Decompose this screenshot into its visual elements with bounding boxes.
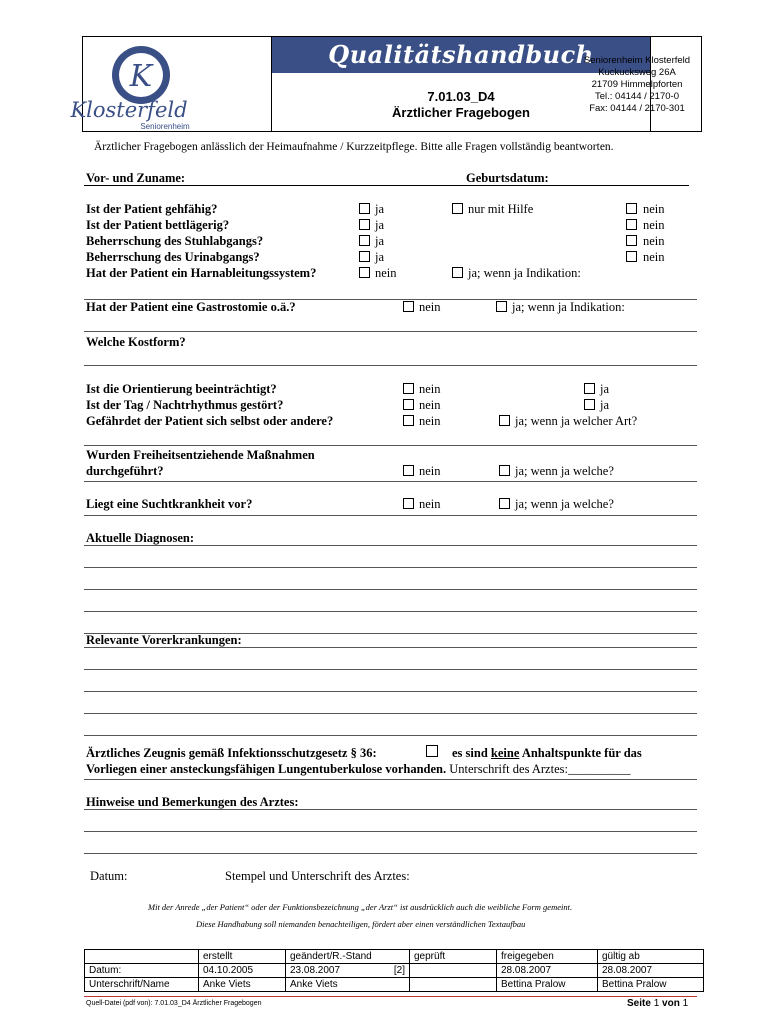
checkbox-gehfaehig-hilfe[interactable] — [452, 203, 463, 214]
checkbox-gehfaehig-ja[interactable] — [359, 203, 370, 214]
checkbox-gehfaehig-nein[interactable] — [626, 203, 637, 214]
table-cell: Datum: — [85, 964, 199, 978]
option-ja: ja — [375, 218, 385, 232]
table-cell: Bettina Pralow — [497, 978, 598, 992]
footer-rule — [84, 996, 697, 997]
write-line[interactable] — [84, 691, 697, 692]
option-nein: nein — [419, 300, 441, 314]
page-label: Seite — [627, 998, 651, 1009]
question-freiheit-1: Wurden Freiheitsentziehende Maßnahmen — [86, 448, 315, 462]
write-line[interactable] — [84, 545, 697, 546]
option-ja: ja — [375, 234, 385, 248]
question-gastrostomie: Hat der Patient eine Gastrostomie o.ä.? — [86, 300, 296, 314]
option-ja: ja — [600, 382, 610, 396]
logo — [70, 37, 271, 131]
label-vorerkrankungen: Relevante Vorerkrankungen: — [86, 633, 242, 647]
handbook-banner: Qualitätshandbuch — [272, 37, 650, 73]
divider — [84, 445, 697, 446]
checkbox-harn-ja[interactable] — [452, 267, 463, 278]
write-line[interactable] — [84, 611, 697, 612]
table-cell: geprüft — [410, 950, 497, 964]
checkbox-urin-ja[interactable] — [359, 251, 370, 262]
divider — [84, 365, 697, 366]
checkbox-zeugnis[interactable] — [426, 745, 438, 757]
option-nein: nein — [419, 398, 441, 412]
checkbox-gastro-ja[interactable] — [496, 301, 507, 312]
divider — [84, 779, 697, 780]
address-line: Tel.: 04144 / 2170-0 — [595, 91, 679, 102]
logo-name: Klosterfeld — [70, 98, 188, 122]
checkbox-orient-ja[interactable] — [584, 383, 595, 394]
table-cell: 28.08.2007 — [497, 964, 598, 978]
table-cell: Anke Viets — [286, 978, 410, 992]
label-stempel: Stempel und Unterschrift des Arztes: — [225, 869, 410, 883]
label-datum: Datum: — [90, 869, 128, 883]
document-code: 7.01.03_D4 — [427, 89, 495, 104]
option-nein: nein — [643, 218, 665, 232]
checkbox-bettlaegerig-ja[interactable] — [359, 219, 370, 230]
option-ja-welche: ja; wenn ja welche? — [515, 497, 614, 511]
option-nur-mit-hilfe: nur mit Hilfe — [468, 202, 534, 216]
checkbox-gefaehrdung-ja[interactable] — [499, 415, 510, 426]
table-cell: geändert/R.-Stand — [286, 950, 410, 964]
address-line: Seniorenheim Klosterfeld — [583, 55, 691, 66]
logo-sub: Seniorenheim — [140, 122, 190, 131]
zeugnis-line1-end — [452, 746, 642, 761]
revision-number: [2] — [393, 965, 405, 976]
table-cell — [286, 964, 410, 978]
zeugnis-line2 — [86, 762, 630, 777]
divider — [84, 481, 697, 482]
divider — [84, 515, 697, 516]
option-nein: nein — [419, 414, 441, 428]
table-cell — [410, 964, 497, 978]
checkbox-harn-nein[interactable] — [359, 267, 370, 278]
name-label — [86, 171, 185, 186]
table-cell — [85, 950, 199, 964]
option-nein: nein — [375, 266, 397, 280]
document-header — [70, 36, 702, 132]
page-number: 1 — [653, 998, 660, 1009]
table-cell: Unterschrift/Name — [85, 978, 199, 992]
checkbox-tagnacht-nein[interactable] — [403, 399, 414, 410]
zeugnis-line1a: Ärztliches Zeugnis gemäß Infektionsschutzgesetz § 36: — [86, 746, 377, 760]
option-nein: nein — [419, 464, 441, 478]
write-line[interactable] — [84, 647, 697, 648]
checkbox-urin-nein[interactable] — [626, 251, 637, 262]
page-total: 1 — [682, 998, 689, 1009]
table-cell: erstellt — [199, 950, 286, 964]
write-line[interactable] — [84, 831, 697, 832]
release-table — [84, 949, 704, 992]
date-value: 23.08.2007 — [290, 965, 341, 976]
checkbox-frei-ja[interactable] — [499, 465, 510, 476]
write-line[interactable] — [84, 809, 697, 810]
divider — [84, 331, 697, 332]
option-ja-indikation: ja; wenn ja Indikation: — [468, 266, 581, 280]
table-cell: freigegeben — [497, 950, 598, 964]
option-nein: nein — [643, 250, 665, 264]
table-row — [85, 978, 704, 992]
question-stuhlabgang: Beherrschung des Stuhlabgangs? — [86, 234, 264, 248]
checkbox-sucht-nein[interactable] — [403, 498, 414, 509]
question-urinabgang: Beherrschung des Urinabgangs? — [86, 250, 260, 264]
write-line[interactable] — [84, 713, 697, 714]
option-ja: ja — [375, 202, 385, 216]
birth-label: Geburtsdatum: — [466, 171, 549, 185]
checkbox-tagnacht-ja[interactable] — [584, 399, 595, 410]
option-nein: nein — [419, 497, 441, 511]
write-line[interactable] — [84, 669, 697, 670]
table-cell — [410, 978, 497, 992]
option-ja-welche: ja; wenn ja welche? — [515, 464, 614, 478]
zeugnis-line1 — [86, 746, 377, 761]
checkbox-frei-nein[interactable] — [403, 465, 414, 476]
zeugnis-keine: keine — [490, 746, 520, 760]
option-nein: nein — [643, 202, 665, 216]
address-line: Fax: 04144 / 2170-301 — [589, 103, 685, 114]
question-freiheit-2: durchgeführt? — [86, 464, 164, 478]
name-line[interactable] — [84, 185, 689, 186]
table-cell: 28.08.2007 — [598, 964, 704, 978]
label-diagnosen: Aktuelle Diagnosen: — [86, 531, 194, 545]
logo-letter: K — [129, 59, 153, 94]
question-sucht: Liegt eine Suchtkrankheit vor? — [86, 497, 253, 511]
option-ja-art: ja; wenn ja welcher Art? — [515, 414, 638, 428]
option-ja-indikation: ja; wenn ja Indikation: — [512, 300, 625, 314]
document-title: Ärztlicher Fragebogen — [392, 105, 530, 120]
zeugnis-unterschrift: Unterschrift des Arztes:__________ — [449, 762, 631, 776]
question-gehfaehig: Ist der Patient gehfähig? — [86, 202, 218, 216]
source-file: Quell-Datei (pdf von): 7.01.03_D4 Ärztlicher Fragebogen — [86, 1000, 262, 1007]
question-kostform: Welche Kostform? — [86, 335, 186, 349]
zeugnis-line1c: Anhaltspunkte für das — [521, 746, 642, 760]
option-ja: ja — [375, 250, 385, 264]
checkbox-orient-nein[interactable] — [403, 383, 414, 394]
checkbox-gefaehrdung-nein[interactable] — [403, 415, 414, 426]
option-ja: ja — [600, 398, 610, 412]
checkbox-bettlaegerig-nein[interactable] — [626, 219, 637, 230]
checkbox-stuhl-nein[interactable] — [626, 235, 637, 246]
logo-graphic — [70, 37, 271, 131]
address-line: Kuckucksweg 26A — [598, 67, 676, 78]
table-cell: gültig ab — [598, 950, 704, 964]
note-gender: Mit der Anrede „der Patient“ oder der Funktionsbezeichnung „der Arzt“ ist ausdrücklich auch die weibliche Form gemeint. — [148, 902, 573, 912]
question-orientierung: Ist die Orientierung beeinträchtigt? — [86, 382, 277, 396]
page-indicator — [627, 998, 688, 1009]
table-cell: Anke Viets — [199, 978, 286, 992]
write-line[interactable] — [84, 567, 697, 568]
checkbox-gastro-nein[interactable] — [403, 301, 414, 312]
write-line[interactable] — [84, 853, 697, 854]
intro-text: Ärztlicher Fragebogen anlässlich der Heimaufnahme / Kurzzeitpflege. Bitte alle Fragen vollständig beantworten. — [94, 141, 614, 153]
write-line[interactable] — [84, 589, 697, 590]
write-line[interactable] — [84, 735, 697, 736]
address-block — [571, 55, 703, 115]
note-handhabung: Diese Handhabung soll niemanden benachteiligen, fördert aber einen verständlichen Textaufbau — [196, 919, 526, 929]
question-harnableitung: Hat der Patient ein Harnableitungssystem? — [86, 266, 317, 280]
table-row — [85, 964, 704, 978]
zeugnis-es-sind: es sind — [452, 746, 488, 760]
table-row — [85, 950, 704, 964]
question-gefaehrdung: Gefährdet der Patient sich selbst oder andere? — [86, 414, 334, 428]
question-tagnacht: Ist der Tag / Nachtrhythmus gestört? — [86, 398, 284, 412]
table-cell: 04.10.2005 — [199, 964, 286, 978]
address-line: 21709 Himmelpforten — [591, 79, 683, 90]
zeugnis-line2a: Vorliegen einer ansteckungsfähigen Lungentuberkulose vorhanden. — [86, 762, 447, 776]
option-nein: nein — [419, 382, 441, 396]
label-hinweise: Hinweise und Bemerkungen des Arztes: — [86, 795, 299, 809]
checkbox-sucht-ja[interactable] — [499, 498, 510, 509]
question-bettlaegerig: Ist der Patient bettlägerig? — [86, 218, 230, 232]
checkbox-stuhl-ja[interactable] — [359, 235, 370, 246]
page-von: von — [662, 998, 680, 1009]
option-nein: nein — [643, 234, 665, 248]
name-label-text: Vor- und Zuname: — [86, 171, 186, 185]
table-cell: Bettina Pralow — [598, 978, 704, 992]
